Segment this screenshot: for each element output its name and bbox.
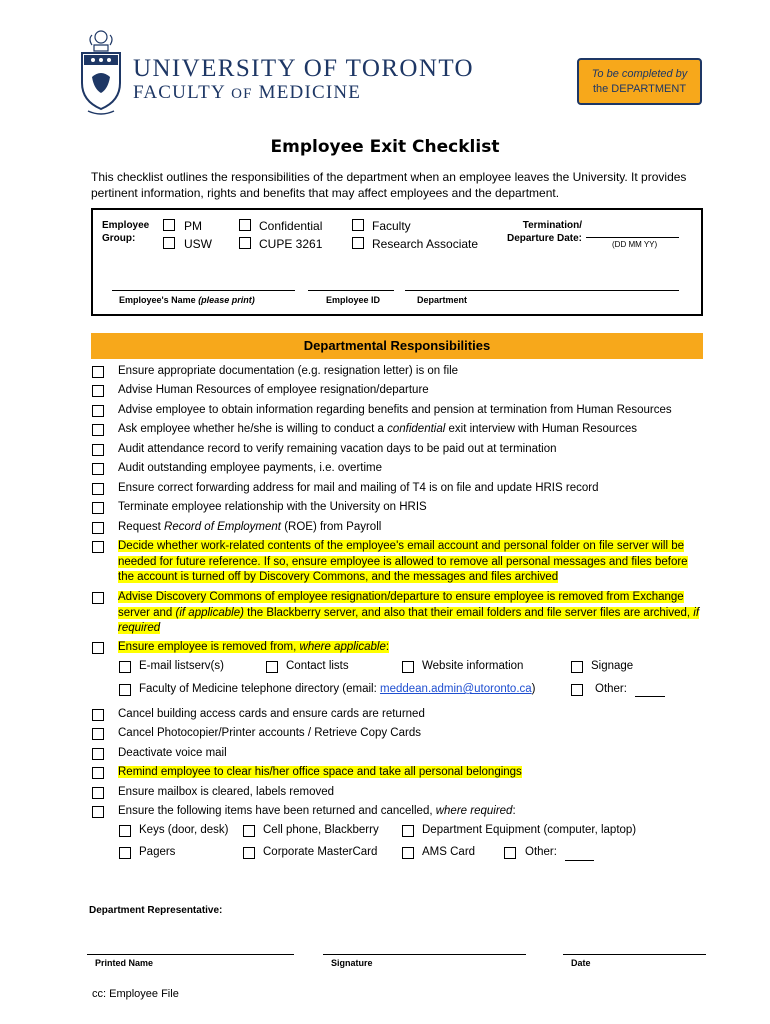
- label-pm: PM: [184, 219, 202, 233]
- checkbox-item-17[interactable]: [92, 787, 104, 799]
- checkbox-website-information[interactable]: [402, 661, 414, 673]
- checklist-item: Advise employee to obtain information regarding benefits and pension at termination from Human Resources: [118, 404, 672, 416]
- checkbox-signage[interactable]: [571, 661, 583, 673]
- checkbox-pagers[interactable]: [119, 847, 131, 859]
- checkbox-faculty[interactable]: [352, 219, 364, 231]
- checklist-item: Ensure correct forwarding address for mail and mailing of T4 is on file and update HRIS record: [118, 482, 599, 494]
- checklist-item: Request Record of Employment (ROE) from Payroll: [118, 521, 382, 533]
- checkbox-cell-phone[interactable]: [243, 825, 255, 837]
- employee-name-label: Employee's Name (please print): [119, 295, 255, 305]
- checklist-item: Audit attendance record to verify remaining vacation days to be paid out at termination: [118, 443, 557, 455]
- checkbox-item-2[interactable]: [92, 385, 104, 397]
- label-cupe: CUPE 3261: [259, 237, 323, 251]
- label-other-removal: Other:: [595, 683, 627, 695]
- signature-label: Signature: [331, 958, 373, 968]
- checklist-item-highlighted: Decide whether work-related contents of the employee's email account and personal folder on file server will be needed for future reference. If so, ensure employee is allowed to remove all personal messages and files before the account is turned off by Discovery Commons, and the messages and files archived: [118, 540, 688, 583]
- label-cell-phone: Cell phone, Blackberry: [263, 824, 379, 836]
- date-format-hint: (DD MM YY): [612, 240, 658, 249]
- checkbox-other-removal[interactable]: [571, 684, 583, 696]
- checkbox-telephone-directory[interactable]: [119, 684, 131, 696]
- checkbox-corporate-mastercard[interactable]: [243, 847, 255, 859]
- other-removal-field[interactable]: [635, 696, 665, 697]
- cc-note: cc: Employee File: [92, 988, 179, 1000]
- label-website-information: Website information: [422, 660, 524, 672]
- label-signage: Signage: [591, 660, 634, 672]
- checkbox-item-10[interactable]: [92, 541, 104, 553]
- checkbox-other-returned[interactable]: [504, 847, 516, 859]
- intro-text: This checklist outlines the responsibilities of the department when an employee leaves the University. It provides pertinent information, rights and benefits that may affect employees and the department.: [91, 170, 687, 200]
- checkbox-department-equipment[interactable]: [402, 825, 414, 837]
- label-usw: USW: [184, 237, 212, 251]
- label-pagers: Pagers: [139, 846, 176, 858]
- department-representative-label: Department Representative:: [89, 905, 223, 916]
- checkbox-item-4[interactable]: [92, 424, 104, 436]
- checklist-item: Cancel Photocopier/Printer accounts / Retrieve Copy Cards: [118, 727, 421, 739]
- department-label: Department: [417, 295, 468, 305]
- university-name: UNIVERSITY OF TORONTO: [133, 55, 474, 82]
- faculty-name: FACULTY OF MEDICINE: [133, 82, 362, 103]
- checkbox-cupe[interactable]: [239, 237, 251, 249]
- label-keys: Keys (door, desk): [139, 824, 229, 836]
- label-contact-lists: Contact lists: [286, 660, 349, 672]
- label-ams-card: AMS Card: [422, 846, 476, 858]
- checkbox-confidential[interactable]: [239, 219, 251, 231]
- checklist-item-highlighted: Remind employee to clear his/her office space and take all personal belongings: [118, 766, 522, 778]
- checkbox-item-6[interactable]: [92, 463, 104, 475]
- university-crest-logo: [78, 27, 124, 119]
- checkbox-item-18[interactable]: [92, 806, 104, 818]
- checkbox-keys[interactable]: [119, 825, 131, 837]
- label-confidential: Confidential: [259, 219, 323, 233]
- label-other-returned: Other:: [525, 846, 557, 858]
- checkbox-item-1[interactable]: [92, 366, 104, 378]
- employee-group-label: Employee Group:: [102, 220, 150, 244]
- label-department-equipment: Department Equipment (computer, laptop): [422, 824, 637, 836]
- department-notice-box: To be completed by the DEPARTMENT: [577, 58, 702, 105]
- other-returned-field[interactable]: [565, 860, 594, 861]
- section-header: Departmental Responsibilities: [91, 333, 703, 359]
- checklist-item: Terminate employee relationship with the University on HRIS: [118, 501, 427, 513]
- label-research-associate: Research Associate: [372, 237, 479, 251]
- employee-id-field[interactable]: [308, 290, 394, 291]
- email-link[interactable]: meddean.admin@utoronto.ca: [379, 683, 532, 695]
- signature-field[interactable]: [323, 954, 526, 955]
- checkbox-ams-card[interactable]: [402, 847, 414, 859]
- employee-id-label: Employee ID: [326, 295, 381, 305]
- checkbox-item-7[interactable]: [92, 483, 104, 495]
- checklist-item: Advise Human Resources of employee resignation/departure: [118, 384, 429, 396]
- checklist-item: Ensure the following items have been returned and cancelled, where required:: [118, 805, 516, 817]
- department-field[interactable]: [405, 290, 679, 291]
- checkbox-item-12[interactable]: [92, 642, 104, 654]
- termination-date-field[interactable]: [586, 237, 679, 238]
- checklist-item: Audit outstanding employee payments, i.e. overtime: [118, 462, 383, 474]
- checkbox-email-listserv[interactable]: [119, 661, 131, 673]
- checkbox-item-14[interactable]: [92, 728, 104, 740]
- label-corporate-mastercard: Corporate MasterCard: [263, 846, 378, 858]
- checkbox-item-9[interactable]: [92, 522, 104, 534]
- employee-name-field[interactable]: [112, 290, 295, 291]
- checklist-item: Ensure mailbox is cleared, labels removed: [118, 786, 335, 798]
- page-title: Employee Exit Checklist: [270, 137, 500, 157]
- checkbox-item-3[interactable]: [92, 405, 104, 417]
- checkbox-pm[interactable]: [163, 219, 175, 231]
- checkbox-item-16[interactable]: [92, 767, 104, 779]
- checkbox-item-15[interactable]: [92, 748, 104, 760]
- checkbox-contact-lists[interactable]: [266, 661, 278, 673]
- checklist-item-highlighted: Advise Discovery Commons of employee resignation/departure to ensure employee is removed from Exchange server and (if applicable) the Blackberry server, and also that their email folders and file server files are archived, if required: [118, 591, 700, 634]
- checklist-item: Cancel building access cards and ensure cards are returned: [118, 708, 425, 720]
- printed-name-label: Printed Name: [95, 958, 154, 968]
- checklist-item: Ensure appropriate documentation (e.g. resignation letter) is on file: [118, 365, 459, 377]
- termination-date-label: Termination/ Departure Date:: [506, 220, 582, 244]
- checklist-item: Deactivate voice mail: [118, 747, 227, 759]
- checklist-item: Ask employee whether he/she is willing to conduct a confidential exit interview with Human Resources: [118, 423, 638, 435]
- checkbox-research-associate[interactable]: [352, 237, 364, 249]
- checkbox-item-13[interactable]: [92, 709, 104, 721]
- checkbox-item-8[interactable]: [92, 502, 104, 514]
- checklist-item-highlighted: Ensure employee is removed from, where applicable:: [118, 641, 390, 653]
- checkbox-item-11[interactable]: [92, 592, 104, 604]
- label-email-listserv: E-mail listserv(s): [139, 660, 224, 672]
- printed-name-field[interactable]: [87, 954, 294, 955]
- checkbox-usw[interactable]: [163, 237, 175, 249]
- label-telephone-directory: Faculty of Medicine telephone directory (email: meddean.admin@utoronto.ca): [139, 683, 536, 695]
- date-label: Date: [571, 958, 591, 968]
- checkbox-item-5[interactable]: [92, 444, 104, 456]
- label-faculty: Faculty: [372, 219, 411, 233]
- date-field[interactable]: [563, 954, 706, 955]
